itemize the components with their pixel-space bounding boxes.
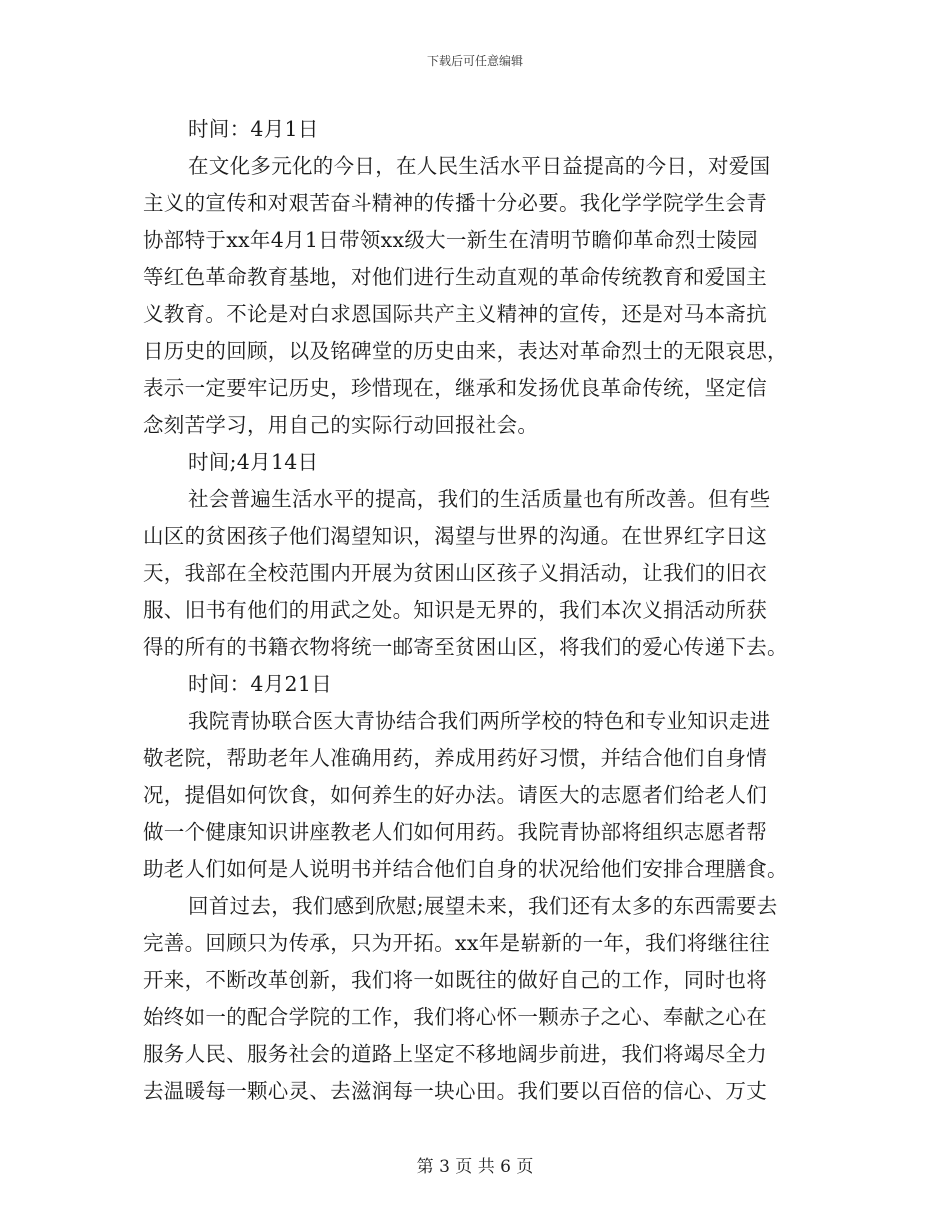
paragraph-line: 我院青协联合医大青协结合我们两所学校的特色和专业知识走进 xyxy=(188,709,771,733)
paragraph-line: 得的所有的书籍衣物将统一邮寄至贫困山区，将我们的爱心传递下去。 xyxy=(143,635,788,659)
paragraph-line: 助老人们如何是人说明书并结合他们自身的状况给他们安排合理膳食。 xyxy=(143,857,788,881)
date-heading-apr-1: 时间：4月1日 xyxy=(188,117,319,141)
paragraph-line: 做一个健康知识讲座教老人们如何用药。我院青协部将组织志愿者帮 xyxy=(143,820,767,844)
paragraph-line: 敬老院，帮助老年人准确用药，养成用药好习惯，并结合他们自身情 xyxy=(143,746,767,770)
paragraph-line: 协部特于xx年4月1日带领xx级大一新生在清明节瞻仰革命烈士陵园 xyxy=(143,228,758,252)
date-heading-apr-21: 时间：4月21日 xyxy=(188,672,333,696)
paragraph-line: 始终如一的配合学院的工作，我们将心怀一颗赤子之心、奉献之心在 xyxy=(143,1005,767,1029)
paragraph-line: 山区的贫困孩子他们渴望知识，渴望与世界的沟通。在世界红字日这 xyxy=(143,524,767,548)
paragraph-line: 况，提倡如何饮食，如何养生的好办法。请医大的志愿者们给老人们 xyxy=(143,783,767,807)
paragraph-line: 义教育。不论是对白求恩国际共产主义精神的宣传，还是对马本斋抗 xyxy=(143,302,767,326)
paragraph-line: 在文化多元化的今日，在人民生活水平日益提高的今日，对爱国 xyxy=(188,154,771,178)
document-body xyxy=(143,111,811,1110)
paragraph-line: 服务人民、服务社会的道路上坚定不移地阔步前进，我们将竭尽全力 xyxy=(143,1042,767,1066)
paragraph-line: 主义的宣传和对艰苦奋斗精神的传播十分必要。我化学学院学生会青 xyxy=(143,191,767,215)
date-heading-apr-14: 时间;4月14日 xyxy=(188,450,319,474)
paragraph-line: 社会普遍生活水平的提高，我们的生活质量也有所改善。但有些 xyxy=(188,487,771,511)
paragraph-line: 等红色革命教育基地，对他们进行生动直观的革命传统教育和爱国主 xyxy=(143,265,767,289)
paragraph-line: 天，我部在全校范围内开展为贫困山区孩子义捐活动，让我们的旧衣 xyxy=(143,561,767,585)
paragraph-line: 服、旧书有他们的用武之处。知识是无界的，我们本次义捐活动所获 xyxy=(143,598,767,622)
page-header: 下载后可任意编辑 xyxy=(426,54,523,68)
paragraph-line: 表示一定要牢记历史，珍惜现在，继承和发扬优良革命传统，坚定信 xyxy=(143,376,767,400)
paragraph-line: 念刻苦学习，用自己的实际行动回报社会。 xyxy=(143,413,539,437)
paragraph-line: 完善。回顾只为传承，只为开拓。xx年是崭新的一年，我们将继往往 xyxy=(143,931,770,955)
page-footer: 第 3 页 共 6 页 xyxy=(416,1157,534,1177)
paragraph-line: 回首过去，我们感到欣慰;展望未来，我们还有太多的东西需要去 xyxy=(188,894,778,918)
paragraph-line: 日历史的回顾，以及铭碑堂的历史由来，表达对革命烈士的无限哀思， xyxy=(143,339,788,363)
paragraph-line: 开来，不断改革创新，我们将一如既往的做好自己的工作，同时也将 xyxy=(143,968,767,992)
paragraph-line: 去温暖每一颗心灵、去滋润每一块心田。我们要以百倍的信心、万丈 xyxy=(143,1079,767,1103)
